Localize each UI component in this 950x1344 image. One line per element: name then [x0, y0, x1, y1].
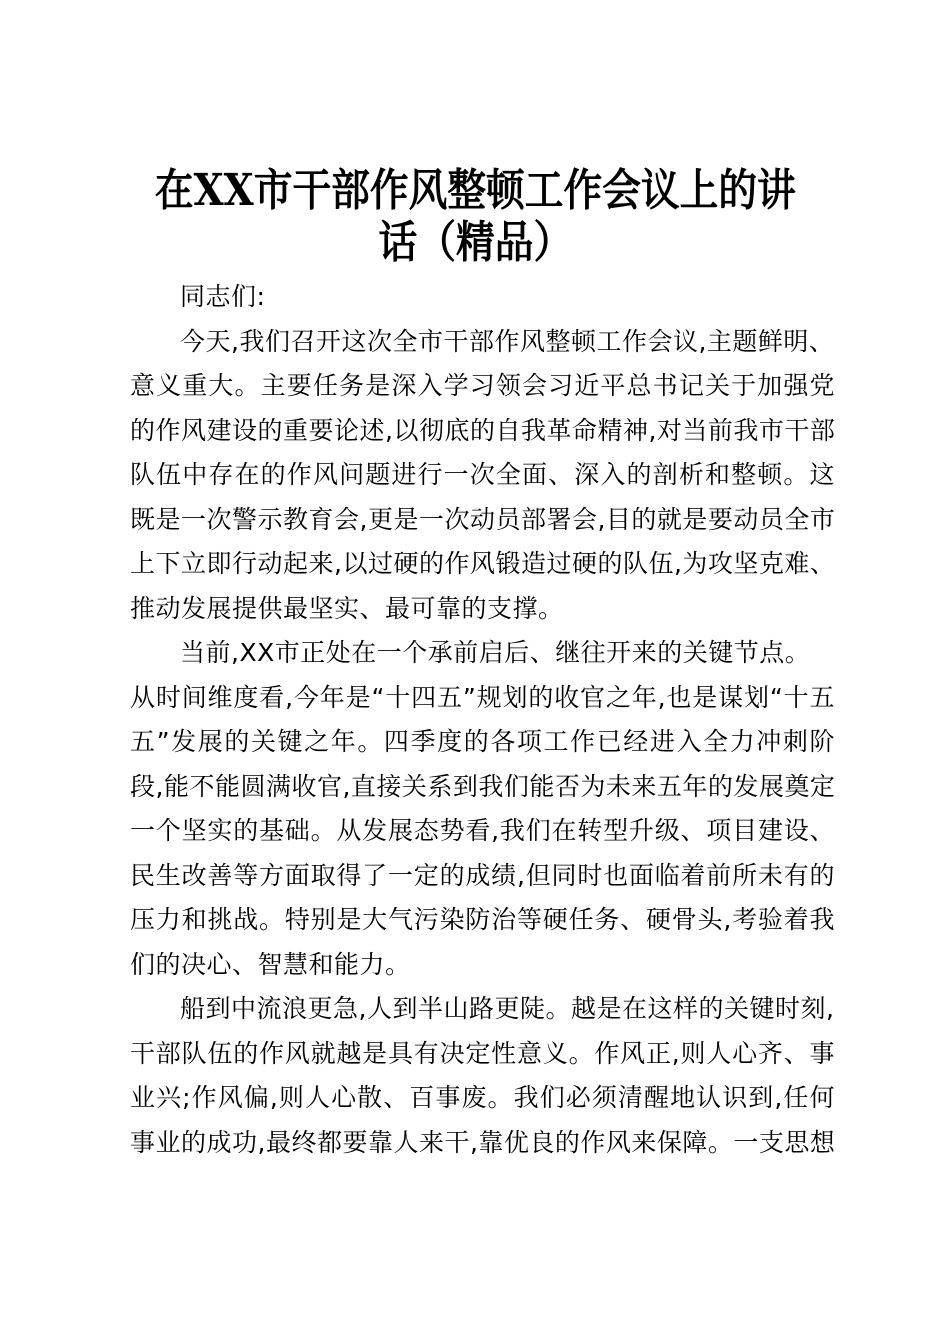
document-title — [57, 165, 893, 269]
paragraph-line: 民生改善等方面取得了一定的成绩,但同时也面临着前所未有的 — [130, 860, 835, 890]
title-line: 在XX市干部作风整顿工作会议上的讲 — [154, 165, 796, 216]
paragraph-line: 意义重大。主要任务是深入学习领会习近平总书记关于加强党 — [130, 371, 835, 400]
paragraph-line: 压力和挑战。特别是大气污染防治等硬任务、硬骨头,考验着我 — [130, 905, 835, 934]
paragraph-line: 们的决心、智慧和能力。 — [130, 949, 411, 979]
paragraph-line: 的作风建设的重要论述,以彻底的自我革命精神,对当前我市干部 — [130, 415, 836, 445]
paragraph-line: 从时间维度看,今年是“十四五”规划的收官之年,也是谋划“十五 — [130, 682, 835, 712]
document-body — [130, 275, 835, 1165]
paragraph-line: 当前,XX市正处在一个承前启后、继往开来的关键节点。 — [180, 638, 811, 667]
paragraph-line: 业兴;作风偏,则人心散、百事废。我们必须清醒地认识到,任何 — [130, 1083, 835, 1112]
paragraph-line: 事业的成功,最终都要靠人来干,靠优良的作风来保障。一支思想 — [130, 1127, 836, 1157]
title-line: 话（精品） — [378, 217, 573, 268]
paragraph-line: 干部队伍的作风就越是具有决定性意义。作风正,则人心齐、事 — [130, 1038, 835, 1068]
paragraph-line: 段,能不能圆满收官,直接关系到我们能否为未来五年的发展奠定 — [130, 771, 836, 801]
salutation: 同志们: — [180, 282, 266, 311]
paragraph-line: 今天,我们召开这次全市干部作风整顿工作会议,主题鲜明、 — [180, 326, 835, 356]
paragraph-line: 一个坚实的基础。从发展态势看,我们在转型升级、项目建设、 — [130, 816, 835, 845]
paragraph-line: 上下立即行动起来,以过硬的作风锻造过硬的队伍,为攻坚克难、 — [130, 549, 836, 578]
paragraph-line: 五”发展的关键之年。四季度的各项工作已经进入全力冲刺阶 — [130, 727, 835, 756]
paragraph-line: 既是一次警示教育会,更是一次动员部署会,目的就是要动员全市 — [130, 504, 836, 534]
paragraph-line: 队伍中存在的作风问题进行一次全面、深入的剖析和整顿。这 — [130, 460, 835, 489]
paragraph-line: 推动发展提供最坚实、最可靠的支撑。 — [130, 593, 564, 623]
paragraph-line: 船到中流浪更急,人到半山路更陡。越是在这样的关键时刻, — [180, 994, 835, 1023]
